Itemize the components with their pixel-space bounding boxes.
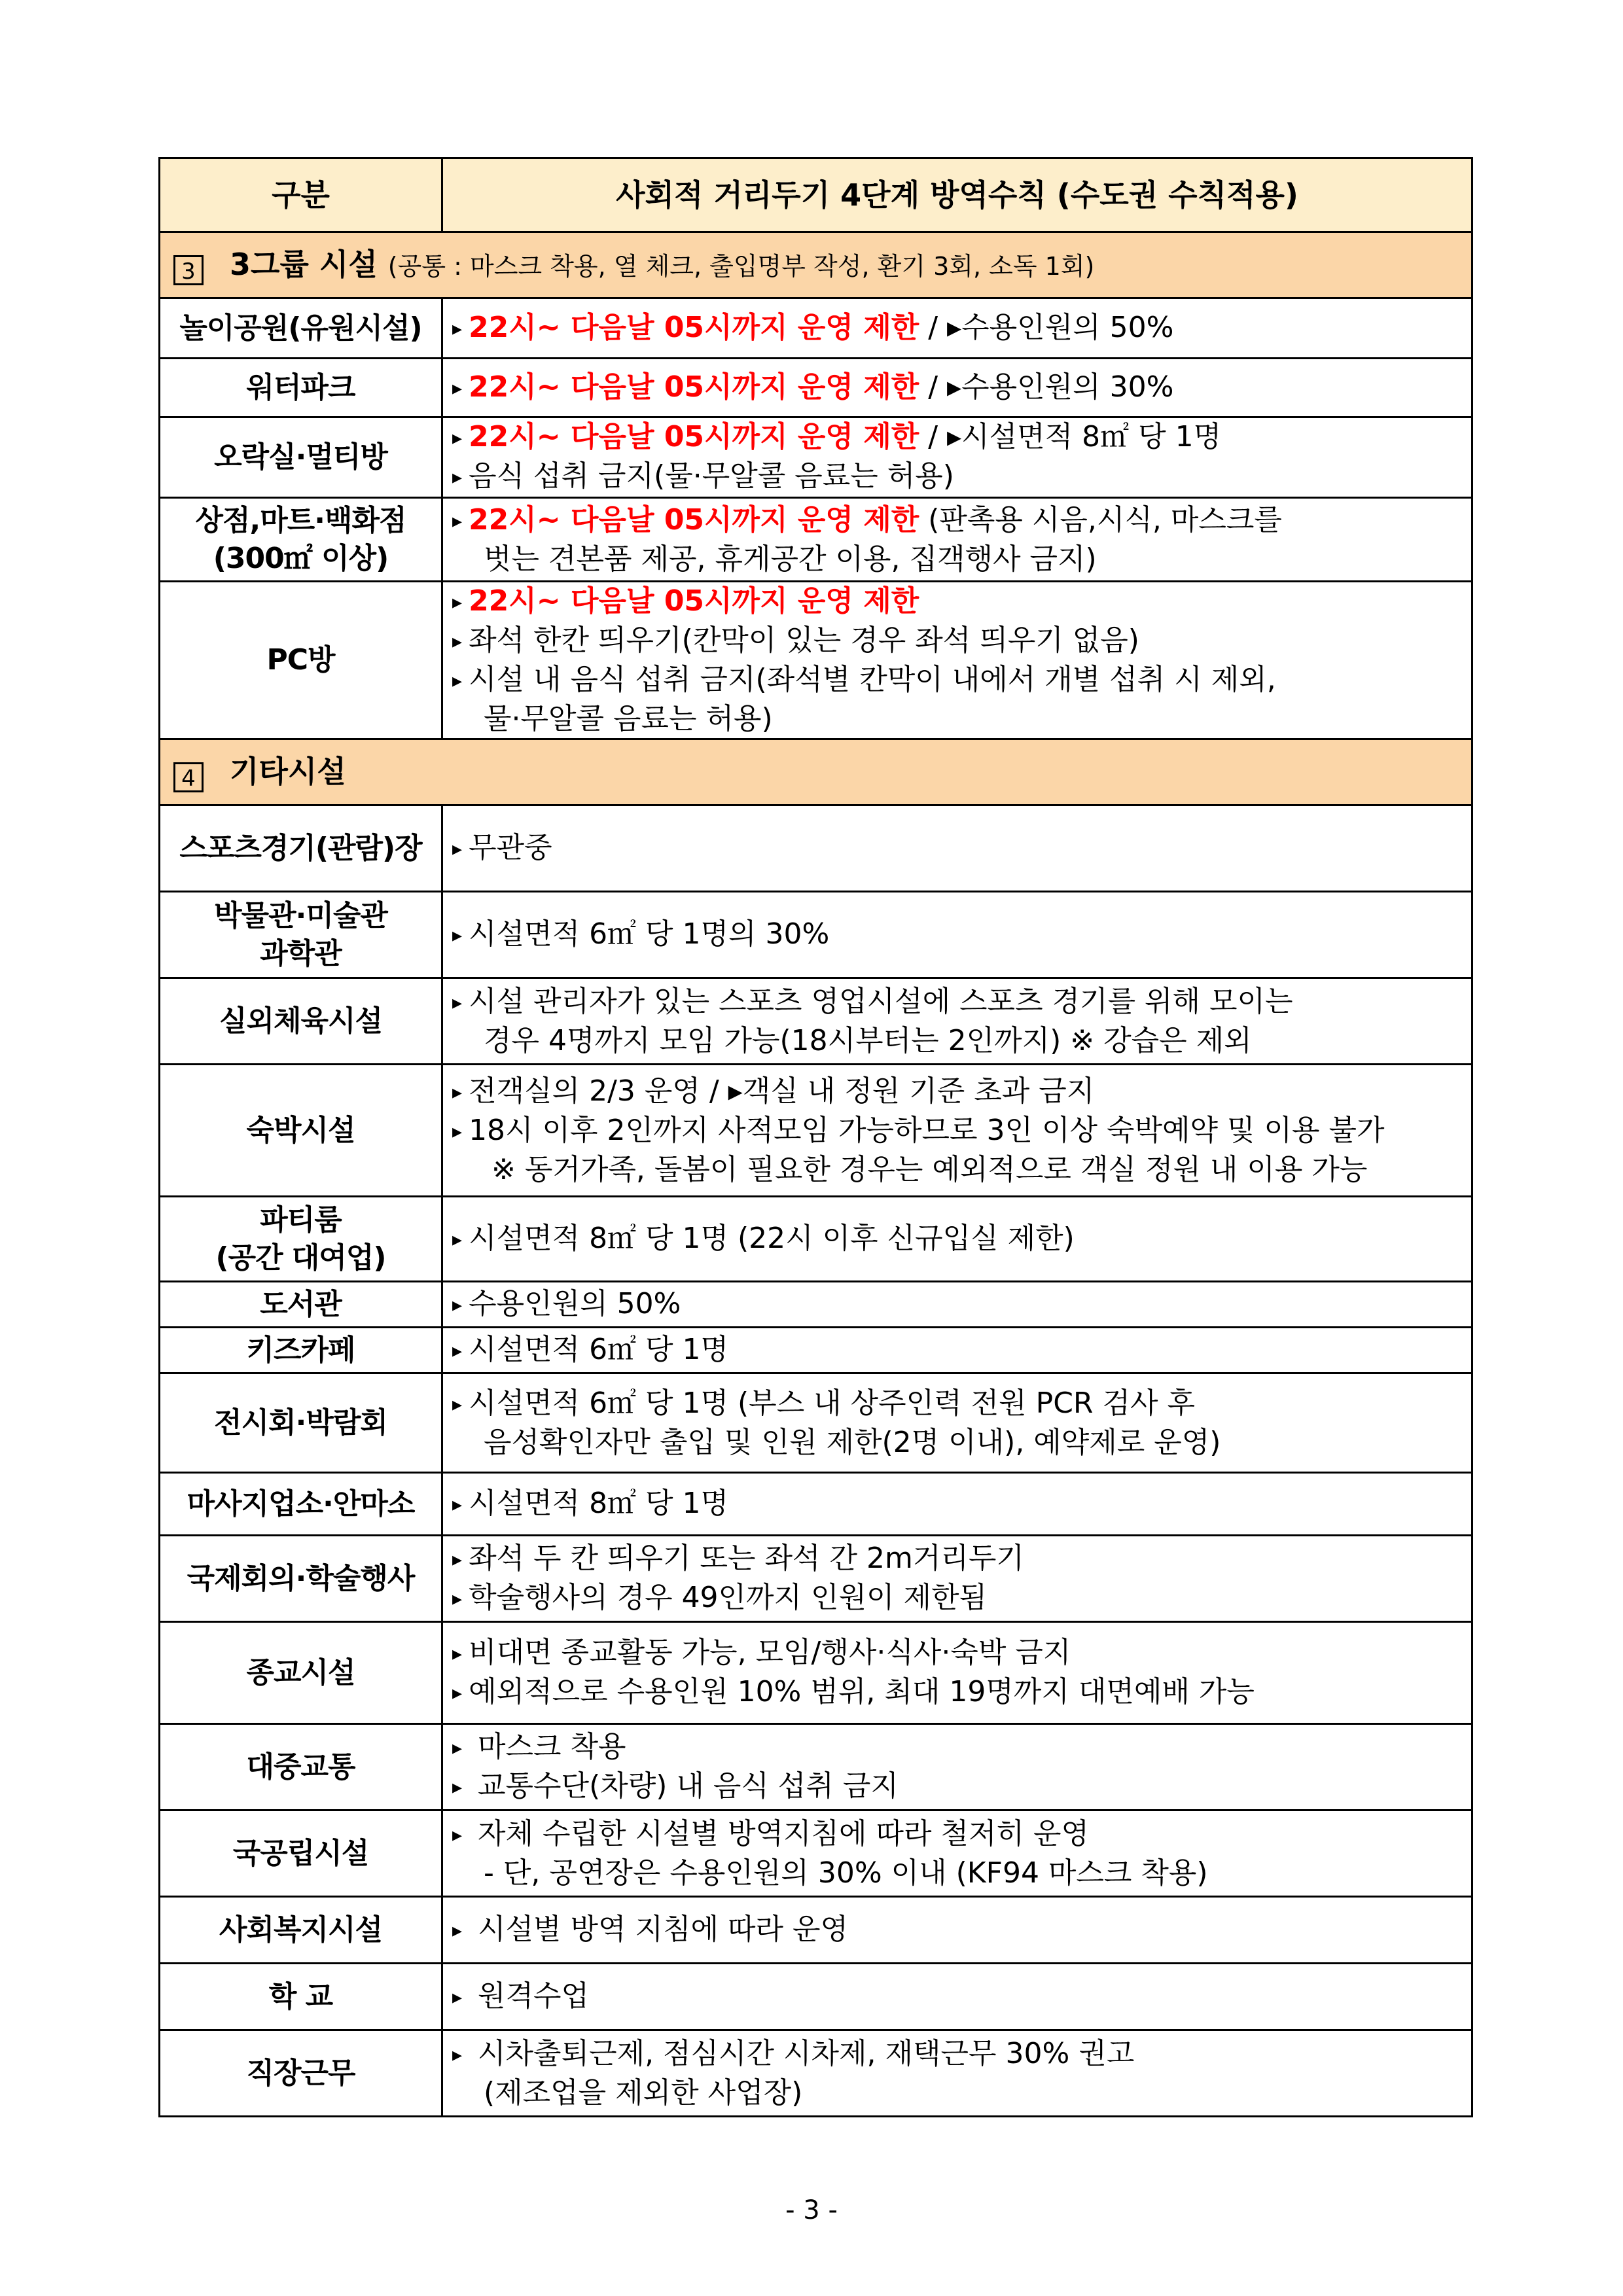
header-title: 사회적 거리두기 4단계 방역수칙 (수도권 수칙적용) [442,158,1472,232]
red-highlight: 22시~ 다음날 05시까지 운영 제한 [469,503,919,537]
category-line: 스포츠경기(관람)장 [179,831,422,865]
row-description [442,1536,1472,1622]
row-category [160,1724,442,1810]
row-category [160,1328,442,1373]
red-highlight: 22시~ 다음날 05시까지 운영 제한 [469,310,919,344]
category-line: 도서관 [260,1287,342,1321]
bullet-icon: ▸ [452,923,463,947]
row-description [442,1373,1472,1473]
bullet-icon: ▸ [452,1642,463,1665]
row-description [442,298,1472,359]
bullet-icon: ▸ [452,1775,463,1799]
bullet-icon: ▸ [452,1736,463,1759]
row-category [160,978,442,1065]
description-text: 전객실의 2/3 운영 / ▸객실 내 정원 기준 초과 금지 [469,1074,1095,1108]
section-number-box: 4 [173,762,204,792]
bullet-icon: ▸ [452,1293,463,1316]
description-text: ※ 동거가족, 돌봄이 필요한 경우는 예외적으로 객실 정원 내 이용 가능 [491,1152,1368,1186]
description-text: / ▸수용인원의 30% [928,370,1174,404]
description-text: 물·무알콜 음료는 허용) [484,702,773,735]
bullet-icon: ▸ [452,376,463,400]
row-category: 워터파크 [160,359,442,417]
table-row [160,1724,1472,1810]
row-category [160,805,442,892]
description-text: 경우 4명까지 모임 가능(18시부터는 2인까지) ※ 강습은 제외 [484,1023,1252,1057]
red-highlight: 22시~ 다음날 05시까지 운영 제한 [469,420,919,453]
row-category [160,1473,442,1536]
bullet-icon: ▸ [452,2043,463,2066]
table-row [160,892,1472,978]
section-title: 3그룹 시설 [230,246,378,282]
row-category [160,2030,442,2117]
description-text: 벗는 견본품 제공, 휴게공간 이용, 집객행사 금지) [484,542,1097,576]
table-row [160,298,1472,359]
category-line: 대중교통 [246,1750,355,1784]
row-description [442,498,1472,582]
category-line: 국공립시설 [232,1836,369,1870]
category-line: (공간 대여업) [215,1241,386,1275]
row-description [442,359,1472,417]
bullet-icon: ▸ [452,1918,463,1942]
category-line: 상점,마트·백화점 [195,503,406,537]
category-line: 사회복지시설 [219,1913,383,1947]
table-row [160,359,1472,417]
description-text: 학술행사의 경우 49인까지 인원이 제한됨 [469,1580,988,1614]
row-category [160,1536,442,1622]
category-line: 박물관·미술관 [214,898,387,932]
bullet-icon: ▸ [452,1392,463,1416]
row-description [442,1810,1472,1897]
red-highlight: 22시~ 다음날 05시까지 운영 제한 [469,370,919,404]
description-text: 좌석 한칸 띄우기(칸막이 있는 경우 좌석 띄우기 없음) [469,624,1139,657]
row-description [442,1964,1472,2030]
row-description [442,2030,1472,2117]
description-text: 자체 수립한 시설별 방역지침에 따라 철저히 운영 [469,1816,1090,1850]
row-description [442,1065,1472,1197]
table-row [160,1622,1472,1724]
table-row [160,1536,1472,1622]
bullet-icon: ▸ [452,317,463,340]
bullet-icon: ▸ [452,591,463,614]
category-line: 숙박시설 [246,1113,355,1147]
row-description [442,1622,1472,1724]
row-category [160,1282,442,1328]
row-description [442,1328,1472,1373]
description-text: 음식 섭취 금지(물·무알콜 음료는 허용) [469,459,954,493]
bullet-icon: ▸ [452,991,463,1014]
table-row [160,1065,1472,1197]
bullet-icon: ▸ [452,1120,463,1143]
description-text: 시차출퇴근제, 점심시간 시차제, 재택근무 30% 권고 [469,2036,1135,2070]
description-text: 시설면적 6㎡ 당 1명의 30% [469,917,830,951]
description-text: 시설면적 8㎡ 당 1명 (22시 이후 신규입실 제한) [469,1221,1075,1255]
bullet-icon: ▸ [452,509,463,533]
description-text: 음성확인자만 출입 및 인원 제한(2명 이내), 예약제로 운영) [484,1425,1221,1459]
description-text: 18시 이후 2인까지 사적모임 가능하므로 3인 이상 숙박예약 및 이용 불가 [469,1113,1385,1147]
row-description [442,1724,1472,1810]
section-number-box: 3 [173,255,204,285]
table-row [160,1373,1472,1473]
category-line: 전시회·박람회 [214,1405,387,1439]
row-category: 놀이공원(유원시설) [160,298,442,359]
description-text: 수용인원의 50% [469,1286,681,1320]
table-row [160,1282,1472,1328]
description-text: (제조업을 제외한 사업장) [484,2075,803,2110]
bullet-icon: ▸ [452,1080,463,1104]
description-text: / ▸수용인원의 50% [928,310,1174,344]
description-text: 시설면적 6㎡ 당 1명 (부스 내 상주인력 전원 PCR 검사 후 [469,1386,1195,1420]
row-description [442,1282,1472,1328]
row-description [442,805,1472,892]
table-row [160,978,1472,1065]
description-text: 시설면적 6㎡ 당 1명 [469,1332,729,1366]
row-description [442,978,1472,1065]
row-category [160,1964,442,2030]
row-description [442,582,1472,739]
description-text: 시설 관리자가 있는 스포츠 영업시설에 스포츠 경기를 위해 모이는 [469,984,1293,1018]
category-line: 실외체육시설 [219,1004,383,1038]
description-text: - 단, 공연장은 수용인원의 30% 이내 (KF94 마스크 착용) [484,1856,1208,1890]
bullet-icon: ▸ [452,1587,463,1610]
description-text: 시설 내 음식 섭취 금지(좌석별 칸막이 내에서 개별 섭취 시 제외, [469,663,1276,696]
row-category [160,1810,442,1897]
category-line: 종교시설 [246,1655,355,1689]
row-category: 오락실·멀티방 [160,417,442,498]
category-line: 직장근무 [246,2056,355,2090]
table-row [160,1810,1472,1897]
bullet-icon: ▸ [452,1681,463,1704]
description-text: (판촉용 시음,시식, 마스크를 [928,503,1282,537]
red-highlight: 22시~ 다음날 05시까지 운영 제한 [469,584,919,618]
row-category [160,1897,442,1964]
category-line: (300㎡ 이상) [213,541,389,575]
row-category [160,498,442,582]
category-line: 학 교 [268,1979,333,2013]
bullet-icon: ▸ [452,837,463,860]
row-description [442,1197,1472,1282]
row-category: PC방 [160,582,442,739]
table-row [160,498,1472,582]
description-text: / ▸시설면적 8㎡ 당 1명 [928,420,1222,453]
row-category [160,1197,442,1282]
category-line: 파티룸 [260,1203,342,1237]
row-description [442,417,1472,498]
description-text: 원격수업 [469,1979,590,2013]
description-text: 시설면적 8㎡ 당 1명 [469,1486,729,1520]
row-description [442,1897,1472,1964]
table-row [160,582,1472,739]
page-number: - 3 - [785,2195,838,2225]
bullet-icon: ▸ [452,1339,463,1362]
bullet-icon: ▸ [452,1985,463,2009]
bullet-icon: ▸ [452,466,463,489]
category-line: 국제회의·학술행사 [187,1561,415,1595]
description-text: 좌석 두 칸 띄우기 또는 좌석 간 2m거리두기 [469,1541,1024,1575]
table-row [160,1197,1472,1282]
category-line: 과학관 [260,936,342,970]
bullet-icon: ▸ [452,1227,463,1251]
section-row-group3 [160,232,1472,298]
row-category [160,892,442,978]
row-category [160,1065,442,1197]
table-header-row [160,158,1472,232]
description-text: 시설별 방역 지침에 따라 운영 [469,1912,849,1946]
row-description [442,892,1472,978]
table-row [160,2030,1472,2117]
row-category [160,1373,442,1473]
category-line: 마사지업소·안마소 [187,1487,415,1521]
section-row-other [160,739,1472,805]
description-text: 마스크 착용 [469,1729,626,1763]
table-row [160,1473,1472,1536]
section-title: 기타시설 [230,753,346,789]
description-text: 무관중 [469,830,552,864]
description-text: 교통수단(차량) 내 음식 섭취 금지 [469,1769,899,1803]
description-text: 비대면 종교활동 가능, 모임/행사·식사·숙박 금지 [469,1635,1071,1669]
table-row [160,805,1472,892]
bullet-icon: ▸ [452,1823,463,1846]
table-row [160,1964,1472,2030]
bullet-icon: ▸ [452,630,463,653]
bullet-icon: ▸ [452,1492,463,1516]
description-text: 예외적으로 수용인원 10% 범위, 최대 19명까지 대면예배 가능 [469,1674,1255,1708]
regulation-table [158,157,1473,2117]
bullet-icon: ▸ [452,1547,463,1571]
header-category: 구분 [160,158,442,232]
bullet-icon: ▸ [452,669,463,692]
category-line: 키즈카페 [246,1333,355,1367]
row-category [160,1622,442,1724]
section-note: (공통 : 마스크 착용, 열 체크, 출입명부 작성, 환기 3회, 소독 1회) [387,251,1095,281]
table-row [160,1897,1472,1964]
bullet-icon: ▸ [452,427,463,450]
row-description [442,1473,1472,1536]
table-row [160,417,1472,498]
table-row [160,1328,1472,1373]
